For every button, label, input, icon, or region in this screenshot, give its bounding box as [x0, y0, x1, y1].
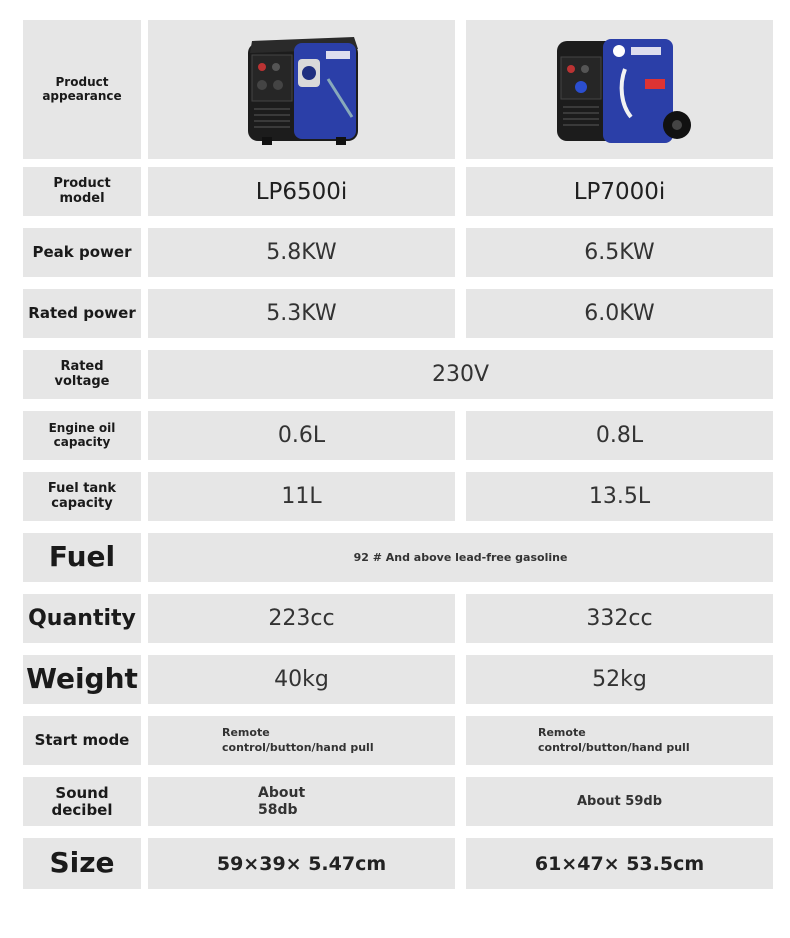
start-mode-lp7000i: [466, 716, 773, 765]
fuel-tank-lp7000i: 13.5L: [466, 472, 773, 521]
rated-power-lp6500i: 5.3KW: [148, 289, 455, 338]
generator-lp6500i-image: [232, 25, 372, 155]
weight-lp7000i: 52kg: [466, 655, 773, 704]
label-weight: Weight: [23, 655, 141, 704]
product-image-lp7000i: [466, 20, 773, 159]
label-text: Product appearance: [42, 74, 122, 103]
label-fuel: Fuel: [23, 533, 141, 582]
quantity-lp6500i: 223cc: [148, 594, 455, 643]
weight-lp6500i: 40kg: [148, 655, 455, 704]
label-text: Sound decibel: [51, 784, 113, 819]
product-image-lp6500i: [148, 20, 455, 159]
label-fuel-tank-capacity: [23, 472, 141, 521]
label-product-appearance: [23, 20, 141, 159]
label-quantity: Quantity: [23, 594, 141, 643]
label-text: Fuel tank capacity: [47, 480, 117, 511]
start-mode-lp6500i: [148, 716, 455, 765]
label-sound-decibel: [23, 777, 141, 826]
peak-power-lp6500i: 5.8KW: [148, 228, 455, 277]
peak-power-lp7000i: 6.5KW: [466, 228, 773, 277]
label-text: Product model: [53, 175, 111, 206]
generator-lp7000i-image: [545, 25, 695, 155]
label-engine-oil-capacity: [23, 411, 141, 460]
sound-lp7000i: About 59db: [466, 777, 773, 826]
label-text: Rated voltage: [54, 358, 110, 389]
model-lp7000i: LP7000i: [466, 167, 773, 216]
label-text: Engine oil capacity: [48, 420, 116, 449]
start-mode-text: Remote control/button/hand pull: [538, 725, 690, 754]
size-lp6500i: 59×39× 5.47cm: [148, 838, 455, 889]
oil-capacity-lp7000i: 0.8L: [466, 411, 773, 460]
model-lp6500i: LP6500i: [148, 167, 455, 216]
sound-lp6500i: [148, 777, 455, 826]
label-peak-power: Peak power: [23, 228, 141, 277]
label-rated-voltage: [23, 350, 141, 399]
label-rated-power: Rated power: [23, 289, 141, 338]
rated-power-lp7000i: 6.0KW: [466, 289, 773, 338]
rated-voltage-value: 230V: [148, 350, 773, 399]
label-product-model: [23, 167, 141, 216]
fuel-value: 92 # And above lead-free gasoline: [148, 533, 773, 582]
size-lp7000i: 61×47× 53.5cm: [466, 838, 773, 889]
sound-text: About 58db: [258, 785, 306, 818]
start-mode-text: Remote control/button/hand pull: [222, 725, 374, 754]
label-size: Size: [23, 838, 141, 889]
label-start-mode: Start mode: [23, 716, 141, 765]
fuel-tank-lp6500i: 11L: [148, 472, 455, 521]
oil-capacity-lp6500i: 0.6L: [148, 411, 455, 460]
quantity-lp7000i: 332cc: [466, 594, 773, 643]
